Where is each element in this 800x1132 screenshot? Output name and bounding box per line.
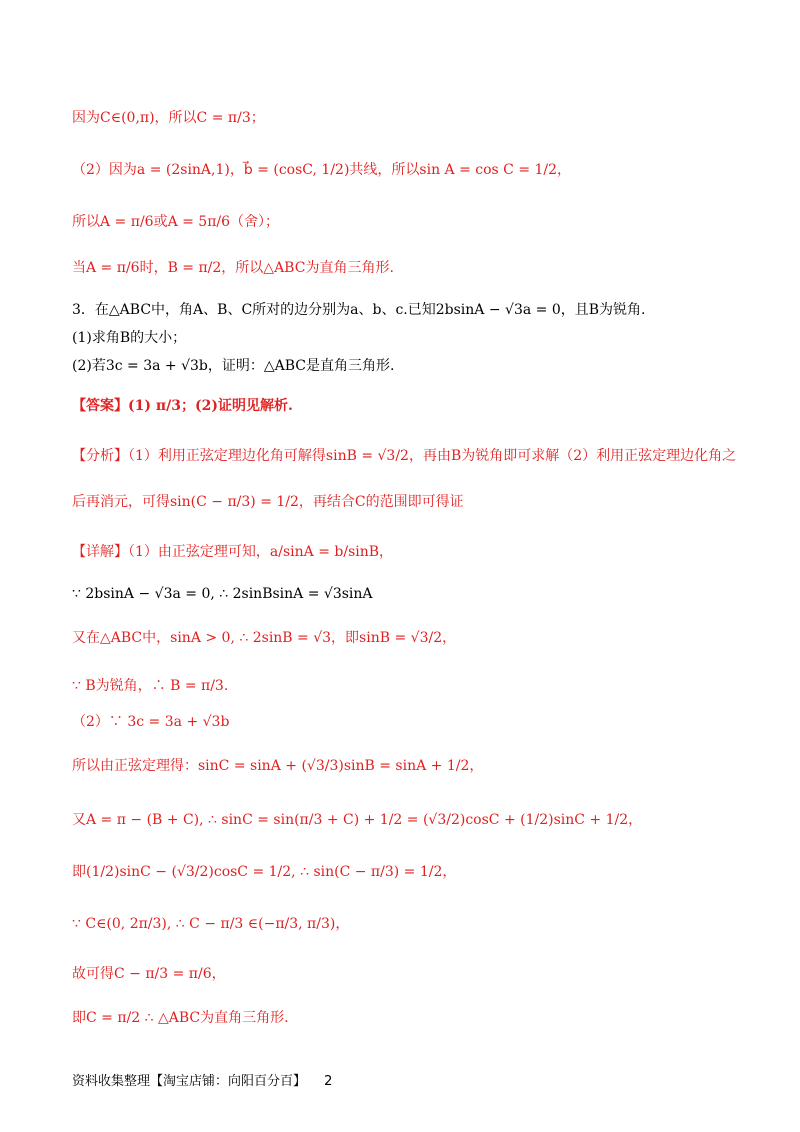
detail-line-10: 故可得C − π/3 = π/6， bbox=[72, 966, 226, 982]
line-1: 因为C∈(0,π)，所以C = π/3； bbox=[72, 110, 265, 126]
detail-line-4: ∵ B为锐角，∴ B = π/3. bbox=[72, 678, 229, 694]
detail-line-6: 所以由正弦定理得：sinC = sinA + (√3/3)sinB = sinA + 1/2， bbox=[72, 758, 484, 774]
detail-line-7: 又A = π − (B + C), ∴ sinC = sin(π/3 + C) + 1/2 = (√3/2)cosC + (1/2)sinC + 1/2， bbox=[72, 812, 643, 828]
detail-line-5: （2）∵ 3c = 3a + √3b bbox=[72, 714, 230, 730]
question-3: 3．在△ABC中，角A、B、C所对的边分别为a、b、c.已知2bsinA − √3a = 0，且B为锐角. bbox=[72, 302, 646, 318]
question-3-part-2: (2)若3c = 3a + √3b，证明：△ABC是直角三角形. bbox=[72, 358, 395, 374]
detail-line-11: 即C = π/2 ∴ △ABC为直角三角形. bbox=[72, 1010, 289, 1026]
analysis-line-2: 后再消元，可得sin(C − π/3) = 1/2，再结合C的范围即可得证 bbox=[72, 494, 464, 510]
footer-text: 资料收集整理【淘宝店铺：向阳百分百】 bbox=[72, 1074, 307, 1089]
answer-line: 【答案】(1) π/3；(2)证明见解析. bbox=[72, 398, 293, 414]
line-3: 所以A = π/6或A = 5π/6（舍）； bbox=[72, 214, 280, 230]
detail-line-2: ∵ 2bsinA − √3a = 0, ∴ 2sinBsinA = √3sinA bbox=[72, 586, 373, 602]
page-number: 2 bbox=[324, 1074, 333, 1089]
detail-line-1: 【详解】（1）由正弦定理可知，a/sinA = b/sinB， bbox=[72, 544, 394, 560]
question-3-part-1: (1)求角B的大小； bbox=[72, 330, 187, 346]
analysis-line-1: 【分析】（1）利用正弦定理边化角可解得sinB = √3/2，再由B为锐角即可求解（2）利用正弦定理边化角之 bbox=[72, 448, 737, 464]
page-footer bbox=[72, 1070, 332, 1089]
detail-line-3: 又在△ABC中，sinA > 0, ∴ 2sinB = √3，即sinB = √3/2， bbox=[72, 630, 457, 646]
line-2: （2）因为a = (2sinA,1)，b⃗ = (cosC, 1/2)共线，所以sin A = cos C = 1/2， bbox=[72, 162, 572, 178]
line-4: 当A = π/6时，B = π/2，所以△ABC为直角三角形. bbox=[72, 260, 394, 276]
detail-line-9: ∵ C∈(0, 2π/3), ∴ C − π/3 ∈(−π/3, π/3)， bbox=[72, 916, 350, 932]
detail-line-8: 即(1/2)sinC − (√3/2)cosC = 1/2, ∴ sin(C − π/3) = 1/2， bbox=[72, 864, 457, 880]
